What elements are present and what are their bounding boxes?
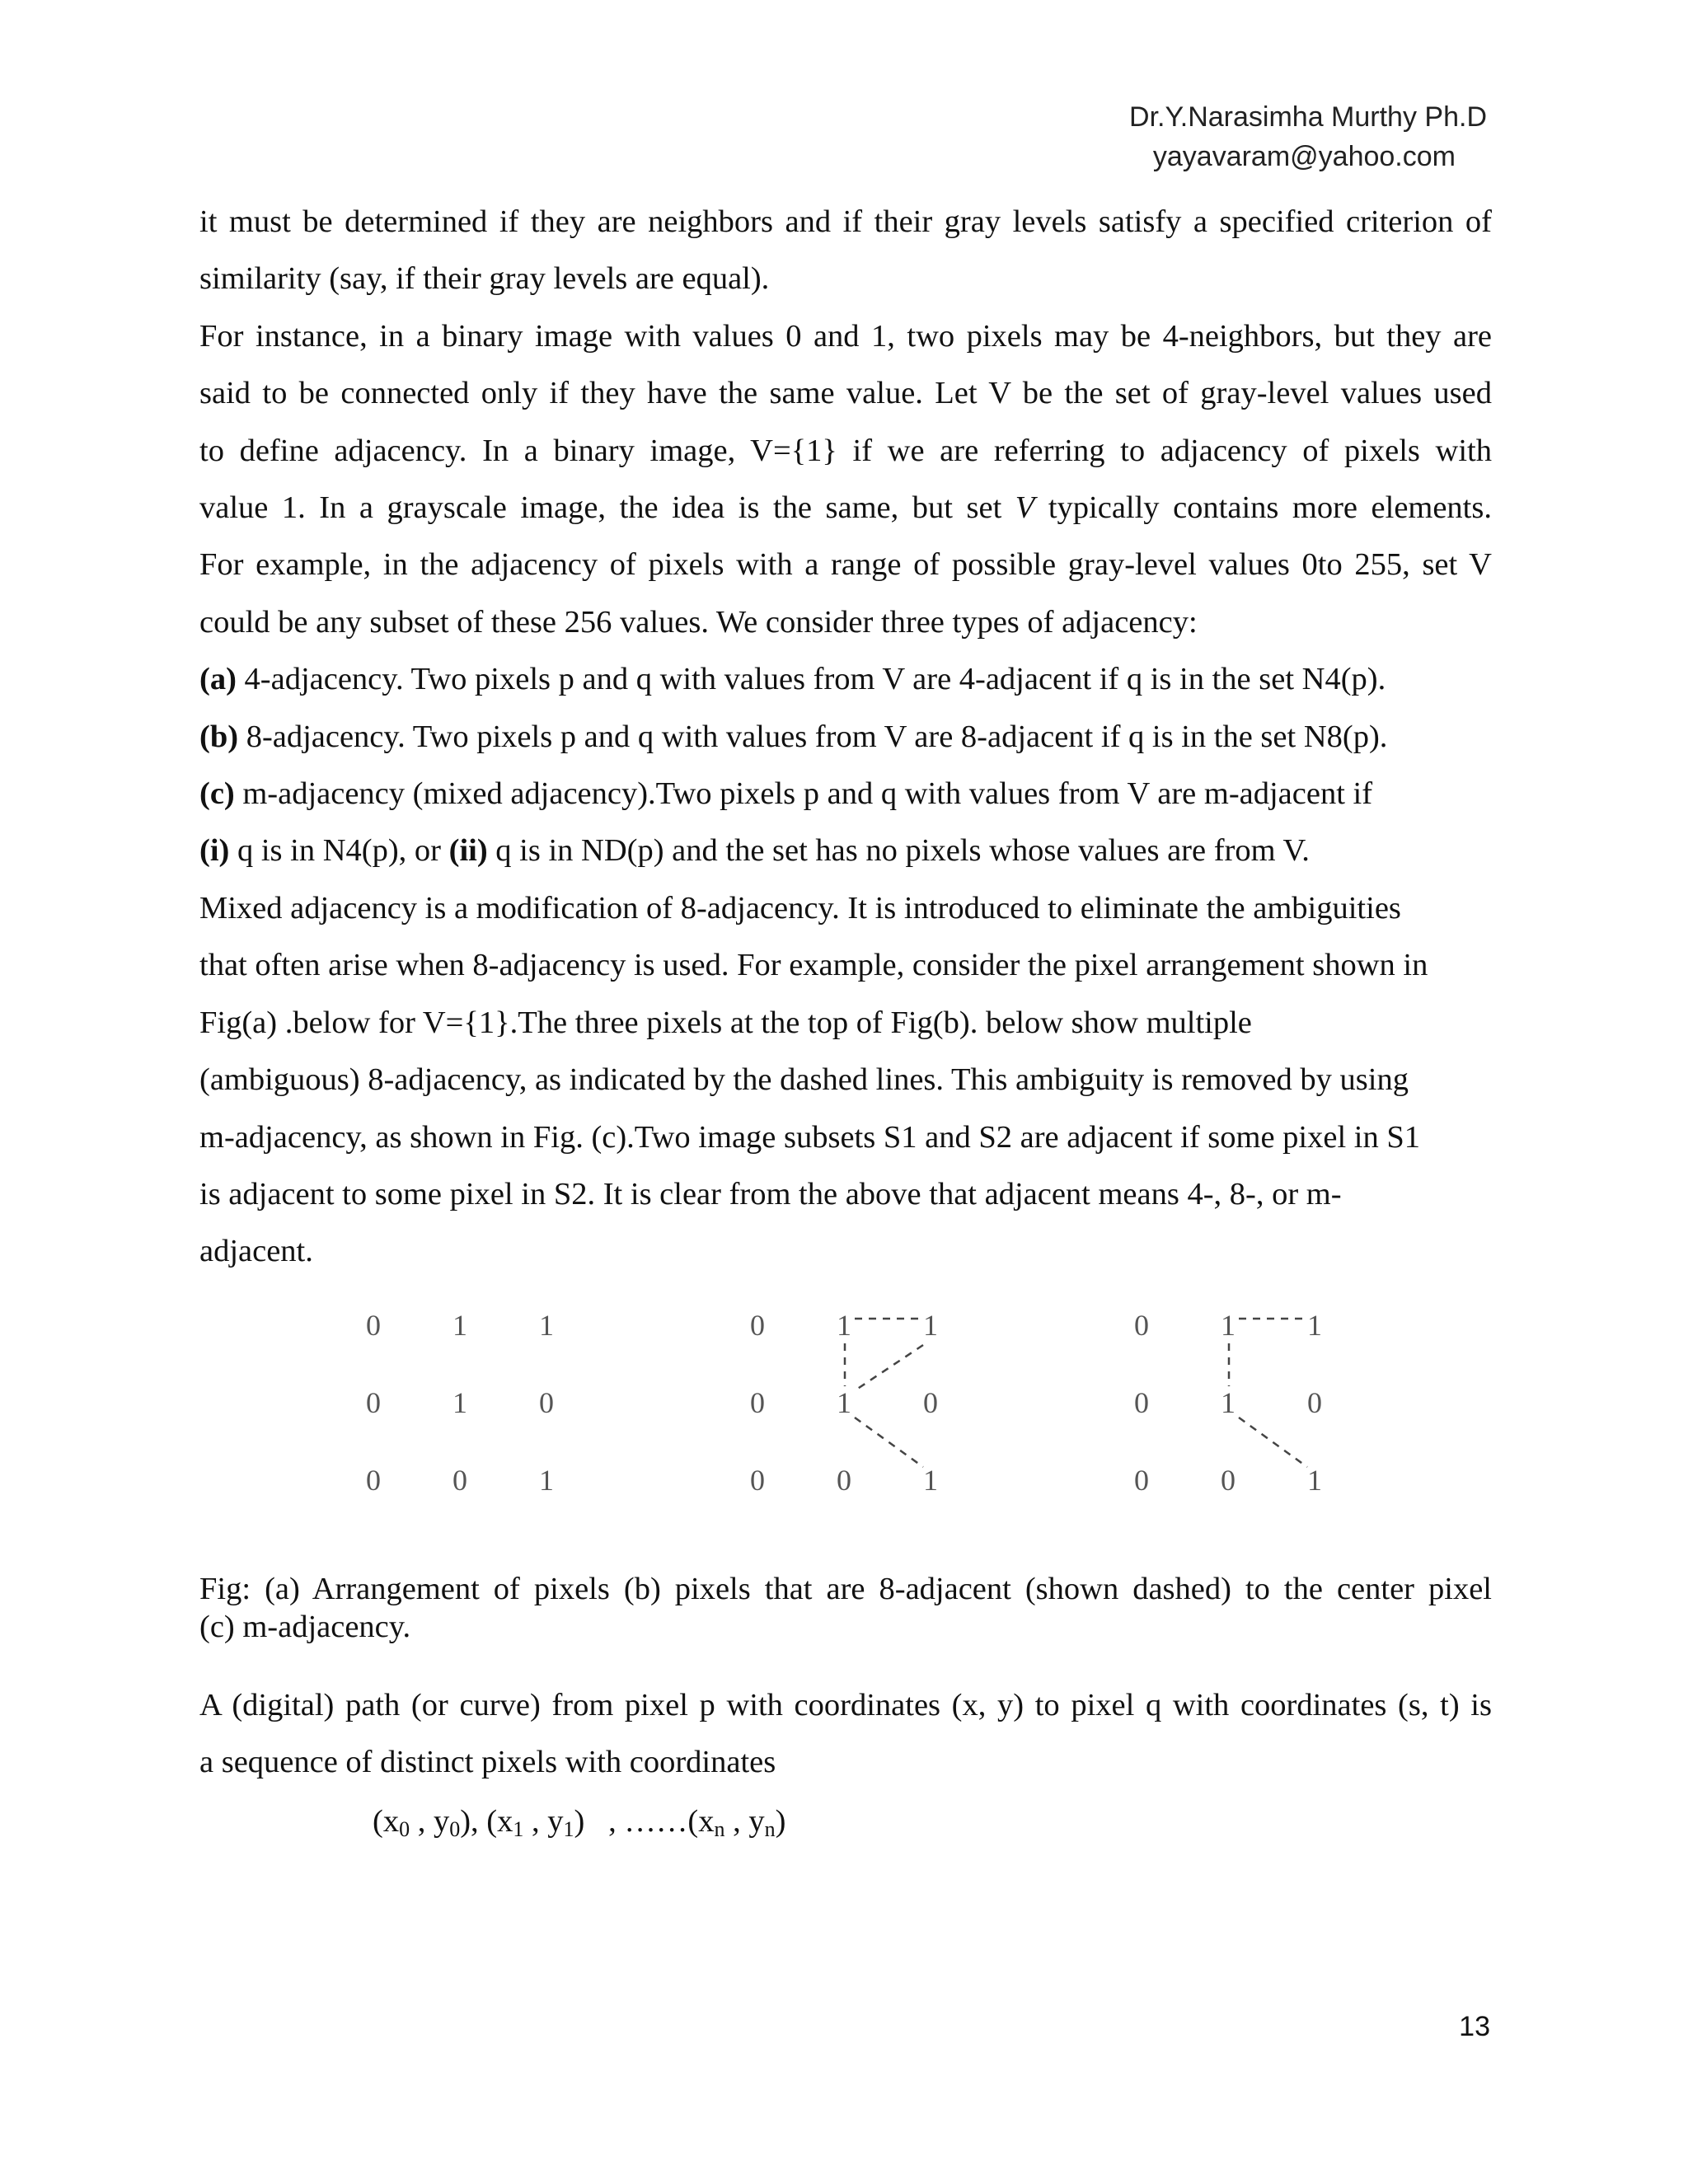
pixel-value: 1 [1307, 1309, 1322, 1342]
item-label: (a) [199, 662, 237, 697]
text-line: Fig(a) .below for V={1}.The three pixels at the top of Fig(b). below show multiple [199, 1005, 1252, 1040]
dashed-line-diagonal-up [854, 1345, 923, 1391]
adjacency-item-a [199, 651, 1492, 708]
formula-subscript: 0 [449, 1817, 461, 1841]
text-line: said to be connected only if they have the same value. Let V be the set of gray-level values used [199, 376, 1492, 411]
formula-part: (x [373, 1804, 400, 1839]
condition-label-ii: (ii) [448, 833, 488, 869]
text-line: For example, in the adjacency of pixels with a range of possible gray-level values 0to 255, set V [199, 547, 1492, 583]
pixel-value: 1 [1221, 1309, 1236, 1342]
adjacency-item-b [199, 709, 1492, 766]
text-line: to define adjacency. In a binary image, V={1} if we are referring to adjacency of pixels with [199, 433, 1492, 468]
pixel-value: 0 [1134, 1386, 1149, 1419]
pixel-adjacency-figure [313, 1302, 1385, 1516]
text-line: could be any subset of these 256 values. We consider three types of adjacency: [199, 604, 1198, 640]
text-line: a sequence of distinct pixels with coordinates [199, 1745, 776, 1780]
formula-subscript: n [714, 1817, 725, 1841]
formula-part: , y [410, 1804, 450, 1839]
item-text: 8-adjacency. Two pixels p and q with values from V are 8-adjacent if q is in the set N8(p). [238, 719, 1388, 754]
pixel-value: 0 [1134, 1309, 1149, 1342]
pixel-value: 0 [923, 1386, 938, 1419]
grid-c [1134, 1309, 1322, 1497]
condition-text: q is in N4(p), or [229, 833, 449, 869]
pixel-value: 0 [750, 1386, 765, 1419]
pixel-value: 0 [1134, 1464, 1149, 1497]
pixel-value: 0 [452, 1464, 467, 1497]
formula-part: ), (x [460, 1804, 513, 1839]
text-line: adjacent. [199, 1234, 313, 1269]
text-line: is adjacent to some pixel in S2. It is clear from the above that adjacent means 4-, 8-, or m- [199, 1176, 1342, 1212]
caption-line: (c) m-adjacency. [199, 1610, 411, 1644]
page-header [910, 97, 1487, 176]
adjacency-condition [199, 823, 1492, 879]
formula-subscript: 1 [513, 1817, 524, 1841]
pixel-value: 1 [1221, 1386, 1236, 1419]
pixel-value: 1 [837, 1386, 851, 1419]
text-line: m-adjacency, as shown in Fig. (c).Two image subsets S1 and S2 are adjacent if some pixel in S1 [199, 1119, 1421, 1155]
caption-line: Fig: (a) Arrangement of pixels (b) pixels that are 8-adjacent (shown dashed) to the center pixel [199, 1572, 1492, 1606]
dashed-line-diagonal-down [1239, 1418, 1307, 1467]
grid-b [750, 1309, 938, 1497]
text-line [199, 480, 1492, 537]
formula-part: ) , ……(x [574, 1804, 715, 1839]
dashed-line-diagonal-down [855, 1418, 923, 1467]
text-segment: value 1. In a grayscale image, the idea is the same, but set [199, 490, 1015, 526]
path-coordinates-formula [373, 1801, 785, 1850]
adjacency-item-c [199, 766, 1492, 823]
figure-svg [313, 1302, 1385, 1516]
text-line: it must be determined if they are neighbors and if their gray levels satisfy a specified criterion of [199, 204, 1492, 239]
set-v-italic: V [1015, 490, 1035, 526]
pixel-value: 1 [923, 1464, 938, 1497]
formula-subscript: 1 [563, 1817, 574, 1841]
path-paragraph [199, 1677, 1492, 1792]
author-email: yayavaram@yahoo.com [1152, 141, 1456, 172]
dashed-adjacency-lines [845, 1319, 923, 1467]
formula-subscript: 0 [399, 1817, 410, 1841]
item-text: 4-adjacency. Two pixels p and q with values from V are 4-adjacent if q is in the set N4(p). [236, 662, 1386, 697]
text-line: that often arise when 8-adjacency is used. For example, consider the pixel arrangement shown in [199, 948, 1428, 983]
main-paragraph [199, 194, 1492, 1281]
pixel-value: 1 [539, 1309, 554, 1342]
pixel-value: 0 [366, 1309, 381, 1342]
text-line: A (digital) path (or curve) from pixel p with coordinates (x, y) to pixel q with coordinates (s, t) is [199, 1688, 1492, 1722]
text-line: (ambiguous) 8-adjacency, as indicated by the dashed lines. This ambiguity is removed by using [199, 1062, 1409, 1098]
pixel-value: 0 [1307, 1386, 1322, 1419]
figure-caption [199, 1570, 1492, 1646]
formula-part: , y [523, 1804, 564, 1839]
formula-part: ) [775, 1804, 786, 1839]
formula-part: , y [724, 1804, 765, 1839]
page-number: 13 [1459, 2011, 1490, 2042]
pixel-value: 0 [539, 1386, 554, 1419]
text-line: For instance, in a binary image with values 0 and 1, two pixels may be 4-neighbors, but they are [199, 318, 1492, 354]
condition-text: q is in ND(p) and the set has no pixels whose values are from V. [487, 833, 1310, 869]
pixel-value: 0 [750, 1309, 765, 1342]
pixel-value: 1 [1307, 1464, 1322, 1497]
item-label: (b) [199, 719, 239, 754]
grid-a [366, 1309, 554, 1497]
item-text: m-adjacency (mixed adjacency).Two pixels p and q with values from V are m-adjacent if [234, 776, 1373, 812]
formula-subscript: n [764, 1817, 776, 1841]
pixel-value: 1 [539, 1464, 554, 1497]
text-line: Mixed adjacency is a modification of 8-adjacency. It is introduced to eliminate the ambiguities [199, 890, 1401, 926]
text-line: similarity (say, if their gray levels are equal). [199, 261, 770, 297]
author-name: Dr.Y.Narasimha Murthy Ph.D [1129, 101, 1487, 133]
pixel-value: 0 [1221, 1464, 1236, 1497]
condition-label-i: (i) [199, 833, 230, 869]
pixel-value: 1 [452, 1309, 467, 1342]
item-label: (c) [199, 776, 235, 812]
text-segment: typically contains more elements. [1034, 490, 1492, 526]
pixel-value: 0 [837, 1464, 851, 1497]
pixel-value: 1 [452, 1386, 467, 1419]
pixel-value: 1 [923, 1309, 938, 1342]
m-adjacency-lines [1229, 1319, 1307, 1467]
pixel-value: 1 [837, 1309, 851, 1342]
pixel-value: 0 [366, 1386, 381, 1419]
pixel-value: 0 [366, 1464, 381, 1497]
pixel-value: 0 [750, 1464, 765, 1497]
